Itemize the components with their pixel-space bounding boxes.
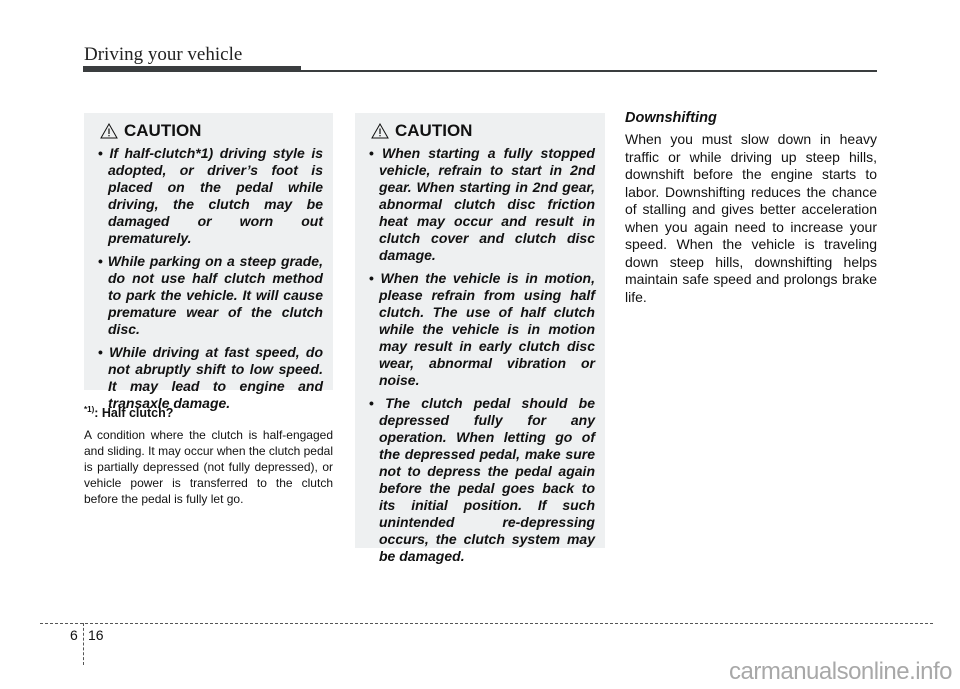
- caution-heading: [100, 121, 323, 141]
- caution-title: CAUTION: [395, 121, 473, 140]
- caution-item: • While driving at fast speed, do not abruptly shift to low speed. It may lead to engine and transaxle damage.: [94, 344, 323, 412]
- caution-box-2: [355, 113, 605, 564]
- caution-heading: [371, 121, 595, 141]
- header-rule: [301, 70, 877, 72]
- caution-title: CAUTION: [124, 121, 202, 140]
- caution-item: • While parking on a steep grade, do not use half clutch method to park the vehicle. It will cause premature wear of the clutch disc.: [94, 253, 323, 338]
- caution-item: • If half-clutch*1) driving style is adopted, or driver’s foot is placed on the pedal while driving, the clutch may be damaged or worn out prematurely.: [94, 145, 323, 247]
- footer-divider: [83, 623, 84, 665]
- caution-item: • When starting a fully stopped vehicle, refrain to start in 2nd gear. When starting in 2nd gear, abnormal clutch disc friction heat may occur and result in clutch cover and clutch disc damage.: [365, 145, 595, 264]
- footnote-heading-text: : Half clutch?: [94, 406, 174, 421]
- downshifting-section: [625, 110, 877, 306]
- section-title: Downshifting: [625, 110, 717, 126]
- caution-item: • When the vehicle is in motion, please refrain from using half clutch. The use of half clutch while the vehicle is in motion may result in early clutch disc wear, abnormal vibration or noise.: [365, 270, 595, 389]
- page-header-title: Driving your vehicle: [84, 44, 243, 65]
- caution-box-1: [84, 113, 333, 411]
- warning-triangle-icon: [100, 123, 118, 139]
- footnote-marker: *1): [84, 405, 95, 414]
- watermark: carmanualsonline.info: [729, 658, 952, 685]
- chapter-number: 6: [70, 627, 78, 643]
- warning-triangle-icon: [371, 123, 389, 139]
- header-bar: [83, 66, 301, 72]
- caution-item: • The clutch pedal should be depressed fully for any operation. When letting go of the depressed pedal, make sure not to depress the pedal again before the pedal goes back to its initial position. If such unintended re-depressing occurs, the clutch system may be damaged.: [365, 395, 595, 565]
- footnote-text: A condition where the clutch is half-engaged and sliding. It may occur when the clutch pedal is partially depressed (not fully depressed), or vehicle power is transferred to the clutch before the pedal is fully let go.: [84, 428, 333, 507]
- page-number: 16: [88, 627, 104, 643]
- footer-rule: [40, 623, 933, 624]
- section-body: When you must slow down in heavy traffic or while driving up steep hills, downshift before the engine starts to labor. Downshifting reduces the chance of stalling and gives better acceleration when you again need to increase your speed. When the vehicle is traveling down steep hills, downshifting helps maintain safe speed and prolongs brake life.: [625, 131, 877, 305]
- footnote: [84, 402, 333, 507]
- footnote-heading: [84, 402, 333, 421]
